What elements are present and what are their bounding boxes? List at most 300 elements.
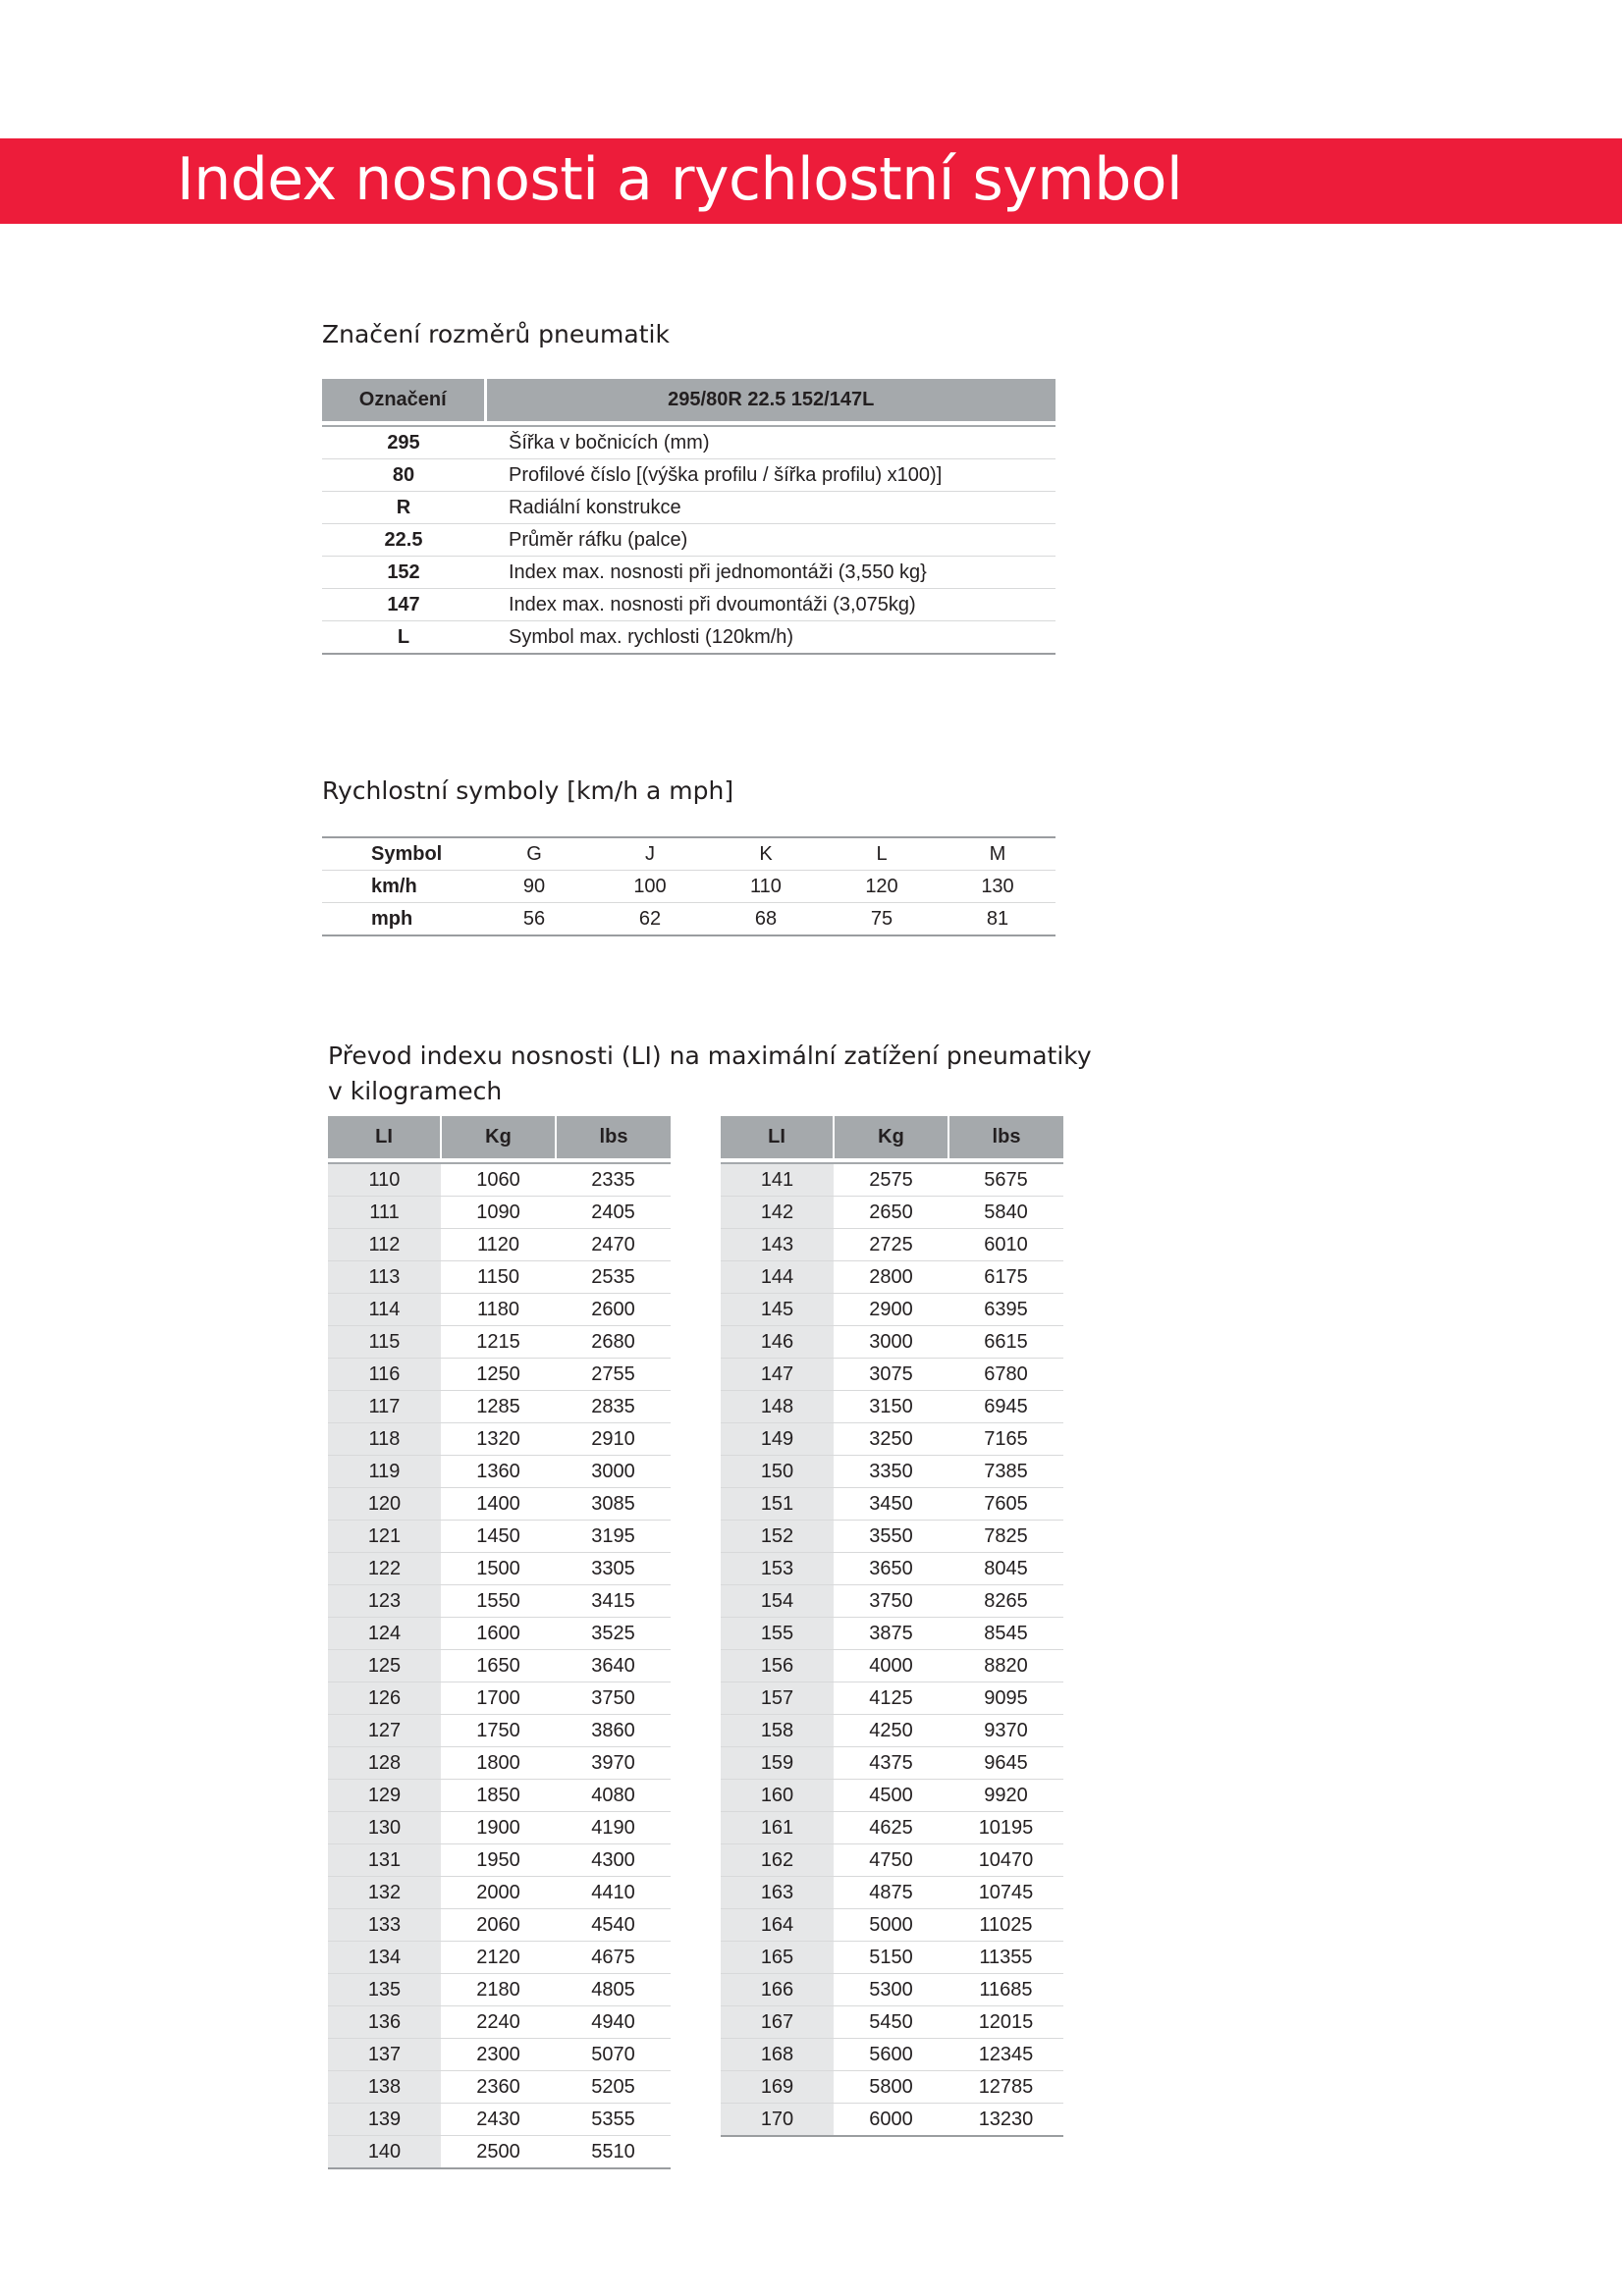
load-index: 128	[328, 1747, 441, 1780]
table-row	[721, 1423, 1063, 1456]
load-index: 153	[721, 1553, 834, 1585]
load-kg: 3150	[834, 1391, 948, 1423]
speed-value: M	[940, 837, 1056, 871]
load-index: 110	[328, 1164, 441, 1197]
load-lbs: 8545	[948, 1618, 1063, 1650]
load-index: 133	[328, 1909, 441, 1942]
load-lbs: 3970	[556, 1747, 671, 1780]
load-section-title-line2: v kilogramech	[328, 1077, 503, 1105]
load-kg: 4000	[834, 1650, 948, 1682]
table-row	[328, 1877, 671, 1909]
table-row	[328, 2104, 671, 2136]
load-lbs: 4300	[556, 1844, 671, 1877]
table-row	[322, 524, 1056, 557]
table-row	[328, 1229, 671, 1261]
load-lbs: 4940	[556, 2006, 671, 2039]
load-kg: 6000	[834, 2104, 948, 2137]
table-row	[328, 1294, 671, 1326]
load-kg: 5800	[834, 2071, 948, 2104]
table-row	[322, 557, 1056, 589]
load-lbs: 2470	[556, 1229, 671, 1261]
load-index: 112	[328, 1229, 441, 1261]
row-header: mph	[322, 903, 476, 936]
size-code: 152	[322, 557, 485, 589]
speed-symbol-table	[322, 836, 1056, 936]
load-kg: 3450	[834, 1488, 948, 1521]
load-lbs: 7165	[948, 1423, 1063, 1456]
speed-value: 81	[940, 903, 1056, 936]
load-index: 141	[721, 1164, 834, 1197]
load-lbs: 10470	[948, 1844, 1063, 1877]
lbs-column-header: lbs	[556, 1116, 671, 1160]
load-index: 145	[721, 1294, 834, 1326]
load-kg: 1285	[441, 1391, 556, 1423]
load-kg: 2800	[834, 1261, 948, 1294]
load-kg: 2300	[441, 2039, 556, 2071]
load-index: 170	[721, 2104, 834, 2137]
table-row	[328, 1521, 671, 1553]
speed-section-title: Rychlostní symboly [km/h a mph]	[322, 776, 734, 805]
size-example-header: 295/80R 22.5 152/147L	[485, 379, 1056, 423]
table-row	[721, 1618, 1063, 1650]
load-lbs: 2910	[556, 1423, 671, 1456]
load-lbs: 2835	[556, 1391, 671, 1423]
load-lbs: 9370	[948, 1715, 1063, 1747]
load-kg: 1120	[441, 1229, 556, 1261]
load-index: 154	[721, 1585, 834, 1618]
table-row	[721, 1974, 1063, 2006]
load-kg: 1850	[441, 1780, 556, 1812]
load-lbs: 3195	[556, 1521, 671, 1553]
speed-value: 120	[824, 871, 940, 903]
load-lbs: 3305	[556, 1553, 671, 1585]
load-index: 147	[721, 1359, 834, 1391]
load-lbs: 12785	[948, 2071, 1063, 2104]
load-kg: 2360	[441, 2071, 556, 2104]
table-row	[328, 1585, 671, 1618]
load-index: 140	[328, 2136, 441, 2169]
speed-value: K	[708, 837, 824, 871]
load-index: 148	[721, 1391, 834, 1423]
table-row	[328, 1391, 671, 1423]
load-kg: 1215	[441, 1326, 556, 1359]
speed-value: 130	[940, 871, 1056, 903]
table-row	[721, 1812, 1063, 1844]
load-section-title-line1: Převod indexu nosnosti (LI) na maximální zatížení pneumatiky	[328, 1041, 1092, 1070]
load-lbs: 5675	[948, 1164, 1063, 1197]
load-lbs: 4410	[556, 1877, 671, 1909]
table-row	[322, 427, 1056, 459]
load-index: 119	[328, 1456, 441, 1488]
table-row	[328, 2071, 671, 2104]
load-index: 149	[721, 1423, 834, 1456]
load-kg: 4125	[834, 1682, 948, 1715]
table-row	[721, 1197, 1063, 1229]
load-index: 118	[328, 1423, 441, 1456]
size-description: Index max. nosnosti při jednomontáži (3,550 kg}	[485, 557, 1056, 589]
load-lbs: 10745	[948, 1877, 1063, 1909]
load-kg: 2900	[834, 1294, 948, 1326]
load-kg: 5000	[834, 1909, 948, 1942]
table-row	[721, 1780, 1063, 1812]
load-kg: 2575	[834, 1164, 948, 1197]
size-code: 295	[322, 427, 485, 459]
load-lbs: 2600	[556, 1294, 671, 1326]
load-index: 126	[328, 1682, 441, 1715]
table-row	[721, 2104, 1063, 2137]
load-kg: 2120	[441, 1942, 556, 1974]
load-lbs: 2755	[556, 1359, 671, 1391]
table-row	[328, 1682, 671, 1715]
load-lbs: 13230	[948, 2104, 1063, 2137]
load-index: 166	[721, 1974, 834, 2006]
size-code: 22.5	[322, 524, 485, 557]
load-index: 144	[721, 1261, 834, 1294]
table-row	[328, 2136, 671, 2169]
load-lbs: 5070	[556, 2039, 671, 2071]
load-lbs: 2535	[556, 1261, 671, 1294]
load-lbs: 8265	[948, 1585, 1063, 1618]
load-lbs: 8045	[948, 1553, 1063, 1585]
load-lbs: 5840	[948, 1197, 1063, 1229]
load-kg: 4250	[834, 1715, 948, 1747]
load-kg: 3750	[834, 1585, 948, 1618]
load-index: 146	[721, 1326, 834, 1359]
table-row	[328, 1456, 671, 1488]
table-row	[721, 1909, 1063, 1942]
load-index: 169	[721, 2071, 834, 2104]
speed-value: J	[592, 837, 708, 871]
load-lbs: 3085	[556, 1488, 671, 1521]
load-index: 125	[328, 1650, 441, 1682]
load-kg: 3350	[834, 1456, 948, 1488]
load-index: 121	[328, 1521, 441, 1553]
kg-column-header: Kg	[834, 1116, 948, 1160]
load-index: 151	[721, 1488, 834, 1521]
table-row	[328, 1423, 671, 1456]
speed-value: 62	[592, 903, 708, 936]
load-kg: 5450	[834, 2006, 948, 2039]
load-kg: 2500	[441, 2136, 556, 2169]
table-row	[328, 1747, 671, 1780]
load-lbs: 6175	[948, 1261, 1063, 1294]
li-column-header: LI	[328, 1116, 441, 1160]
table-row	[322, 589, 1056, 621]
load-lbs: 5205	[556, 2071, 671, 2104]
table-row	[328, 1942, 671, 1974]
load-kg: 3075	[834, 1359, 948, 1391]
load-index: 158	[721, 1715, 834, 1747]
load-index: 142	[721, 1197, 834, 1229]
load-lbs: 3415	[556, 1585, 671, 1618]
load-lbs: 3000	[556, 1456, 671, 1488]
load-lbs: 9920	[948, 1780, 1063, 1812]
load-kg: 1550	[441, 1585, 556, 1618]
load-index: 115	[328, 1326, 441, 1359]
load-kg: 2240	[441, 2006, 556, 2039]
table-row	[328, 1359, 671, 1391]
load-lbs: 8820	[948, 1650, 1063, 1682]
load-kg: 3550	[834, 1521, 948, 1553]
load-index: 122	[328, 1553, 441, 1585]
load-kg: 3250	[834, 1423, 948, 1456]
table-row	[328, 1909, 671, 1942]
table-row	[721, 1844, 1063, 1877]
load-kg: 1800	[441, 1747, 556, 1780]
load-kg: 3000	[834, 1326, 948, 1359]
table-row	[721, 1456, 1063, 1488]
table-row	[328, 1780, 671, 1812]
load-lbs: 6615	[948, 1326, 1063, 1359]
title-banner	[0, 138, 1622, 224]
load-kg: 2650	[834, 1197, 948, 1229]
load-index-table-left	[328, 1116, 671, 2169]
li-column-header: LI	[721, 1116, 834, 1160]
table-row	[328, 1715, 671, 1747]
load-kg: 4875	[834, 1877, 948, 1909]
table-row	[328, 1326, 671, 1359]
load-lbs: 9095	[948, 1682, 1063, 1715]
size-description: Index max. nosnosti při dvoumontáži (3,075kg)	[485, 589, 1056, 621]
speed-value: L	[824, 837, 940, 871]
speed-value: 56	[476, 903, 592, 936]
tire-size-table	[322, 379, 1056, 655]
load-kg: 1750	[441, 1715, 556, 1747]
load-index: 137	[328, 2039, 441, 2071]
table-row	[322, 903, 1056, 936]
table-row	[721, 1747, 1063, 1780]
table-row	[721, 1682, 1063, 1715]
load-lbs: 12345	[948, 2039, 1063, 2071]
load-kg: 1900	[441, 1812, 556, 1844]
load-kg: 4375	[834, 1747, 948, 1780]
load-kg: 2430	[441, 2104, 556, 2136]
load-index: 143	[721, 1229, 834, 1261]
load-kg: 2000	[441, 1877, 556, 1909]
speed-value: 110	[708, 871, 824, 903]
size-description: Průměr ráfku (palce)	[485, 524, 1056, 557]
table-row	[721, 2006, 1063, 2039]
load-index: 135	[328, 1974, 441, 2006]
table-row	[721, 2071, 1063, 2104]
speed-value: 90	[476, 871, 592, 903]
load-kg: 4750	[834, 1844, 948, 1877]
load-index: 161	[721, 1812, 834, 1844]
load-lbs: 6780	[948, 1359, 1063, 1391]
load-lbs: 4805	[556, 1974, 671, 2006]
table-row	[328, 1812, 671, 1844]
size-description: Radiální konstrukce	[485, 492, 1056, 524]
table-row	[322, 459, 1056, 492]
load-index: 155	[721, 1618, 834, 1650]
load-lbs: 3640	[556, 1650, 671, 1682]
table-row	[322, 837, 1056, 871]
load-index: 163	[721, 1877, 834, 1909]
load-kg: 2060	[441, 1909, 556, 1942]
load-index: 167	[721, 2006, 834, 2039]
load-lbs: 3860	[556, 1715, 671, 1747]
table-row	[721, 1391, 1063, 1423]
load-index: 124	[328, 1618, 441, 1650]
speed-value: 75	[824, 903, 940, 936]
table-row	[721, 1650, 1063, 1682]
table-row	[328, 1197, 671, 1229]
load-kg: 1090	[441, 1197, 556, 1229]
row-header: km/h	[322, 871, 476, 903]
load-kg: 5600	[834, 2039, 948, 2071]
load-kg: 3875	[834, 1618, 948, 1650]
load-index: 136	[328, 2006, 441, 2039]
size-description: Šířka v bočnicích (mm)	[485, 427, 1056, 459]
table-row	[328, 1261, 671, 1294]
load-kg: 1150	[441, 1261, 556, 1294]
load-index: 159	[721, 1747, 834, 1780]
load-index: 131	[328, 1844, 441, 1877]
load-index: 152	[721, 1521, 834, 1553]
table-row	[721, 1521, 1063, 1553]
sizes-section-title: Značení rozměrů pneumatik	[322, 320, 670, 348]
load-index: 156	[721, 1650, 834, 1682]
load-lbs: 2335	[556, 1164, 671, 1197]
table-row	[328, 2039, 671, 2071]
table-row	[721, 1585, 1063, 1618]
load-index: 165	[721, 1942, 834, 1974]
load-kg: 1650	[441, 1650, 556, 1682]
load-index: 138	[328, 2071, 441, 2104]
load-index: 139	[328, 2104, 441, 2136]
load-kg: 1360	[441, 1456, 556, 1488]
load-kg: 1600	[441, 1618, 556, 1650]
load-kg: 4500	[834, 1780, 948, 1812]
load-lbs: 2405	[556, 1197, 671, 1229]
load-index: 164	[721, 1909, 834, 1942]
speed-value: 100	[592, 871, 708, 903]
table-row	[721, 2039, 1063, 2071]
load-index: 162	[721, 1844, 834, 1877]
size-description: Symbol max. rychlosti (120km/h)	[485, 621, 1056, 655]
load-index: 120	[328, 1488, 441, 1521]
table-row	[328, 1650, 671, 1682]
speed-value: 68	[708, 903, 824, 936]
load-lbs: 6395	[948, 1294, 1063, 1326]
row-header: Symbol	[322, 837, 476, 871]
table-row	[721, 1294, 1063, 1326]
table-row	[721, 1877, 1063, 1909]
load-index: 150	[721, 1456, 834, 1488]
lbs-column-header: lbs	[948, 1116, 1063, 1160]
load-kg: 3650	[834, 1553, 948, 1585]
load-lbs: 11025	[948, 1909, 1063, 1942]
load-index: 160	[721, 1780, 834, 1812]
designation-header: Označení	[322, 379, 485, 423]
load-index: 111	[328, 1197, 441, 1229]
load-lbs: 3750	[556, 1682, 671, 1715]
load-index: 123	[328, 1585, 441, 1618]
table-row	[328, 1844, 671, 1877]
size-description: Profilové číslo [(výška profilu / šířka profilu) x100)]	[485, 459, 1056, 492]
load-lbs: 11355	[948, 1942, 1063, 1974]
load-lbs: 11685	[948, 1974, 1063, 2006]
load-index: 113	[328, 1261, 441, 1294]
load-index: 157	[721, 1682, 834, 1715]
load-lbs: 7385	[948, 1456, 1063, 1488]
load-kg: 1250	[441, 1359, 556, 1391]
load-index: 130	[328, 1812, 441, 1844]
load-index: 127	[328, 1715, 441, 1747]
table-row	[721, 1229, 1063, 1261]
page-title: Index nosnosti a rychlostní symbol	[177, 145, 1183, 214]
load-lbs: 6010	[948, 1229, 1063, 1261]
table-row	[328, 1553, 671, 1585]
load-kg: 2725	[834, 1229, 948, 1261]
load-lbs: 9645	[948, 1747, 1063, 1780]
load-lbs: 5510	[556, 2136, 671, 2169]
table-row	[328, 1164, 671, 1197]
load-index: 134	[328, 1942, 441, 1974]
load-kg: 4625	[834, 1812, 948, 1844]
load-lbs: 5355	[556, 2104, 671, 2136]
load-lbs: 4080	[556, 1780, 671, 1812]
table-row	[721, 1488, 1063, 1521]
table-row	[328, 1488, 671, 1521]
table-row	[721, 1359, 1063, 1391]
load-index: 168	[721, 2039, 834, 2071]
load-lbs: 7605	[948, 1488, 1063, 1521]
load-kg: 2180	[441, 1974, 556, 2006]
load-lbs: 4540	[556, 1909, 671, 1942]
table-row	[721, 1164, 1063, 1197]
load-kg: 1450	[441, 1521, 556, 1553]
table-row	[721, 1715, 1063, 1747]
load-lbs: 10195	[948, 1812, 1063, 1844]
load-lbs: 7825	[948, 1521, 1063, 1553]
load-kg: 1950	[441, 1844, 556, 1877]
load-lbs: 6945	[948, 1391, 1063, 1423]
load-kg: 1500	[441, 1553, 556, 1585]
load-lbs: 12015	[948, 2006, 1063, 2039]
kg-column-header: Kg	[441, 1116, 556, 1160]
size-code: 147	[322, 589, 485, 621]
load-kg: 1400	[441, 1488, 556, 1521]
load-lbs: 4675	[556, 1942, 671, 1974]
load-lbs: 4190	[556, 1812, 671, 1844]
load-kg: 1180	[441, 1294, 556, 1326]
load-kg: 1700	[441, 1682, 556, 1715]
load-kg: 5300	[834, 1974, 948, 2006]
speed-value: G	[476, 837, 592, 871]
load-index: 114	[328, 1294, 441, 1326]
load-lbs: 3525	[556, 1618, 671, 1650]
table-row	[322, 492, 1056, 524]
load-kg: 1320	[441, 1423, 556, 1456]
load-index: 132	[328, 1877, 441, 1909]
load-lbs: 2680	[556, 1326, 671, 1359]
table-row	[721, 1942, 1063, 1974]
size-code: R	[322, 492, 485, 524]
table-row	[721, 1261, 1063, 1294]
size-code: 80	[322, 459, 485, 492]
load-index: 117	[328, 1391, 441, 1423]
table-row	[721, 1553, 1063, 1585]
table-row	[328, 2006, 671, 2039]
load-index: 129	[328, 1780, 441, 1812]
load-index-table-right	[721, 1116, 1063, 2137]
size-code: L	[322, 621, 485, 655]
table-row	[328, 1974, 671, 2006]
load-kg: 5150	[834, 1942, 948, 1974]
load-index: 116	[328, 1359, 441, 1391]
table-row	[322, 871, 1056, 903]
